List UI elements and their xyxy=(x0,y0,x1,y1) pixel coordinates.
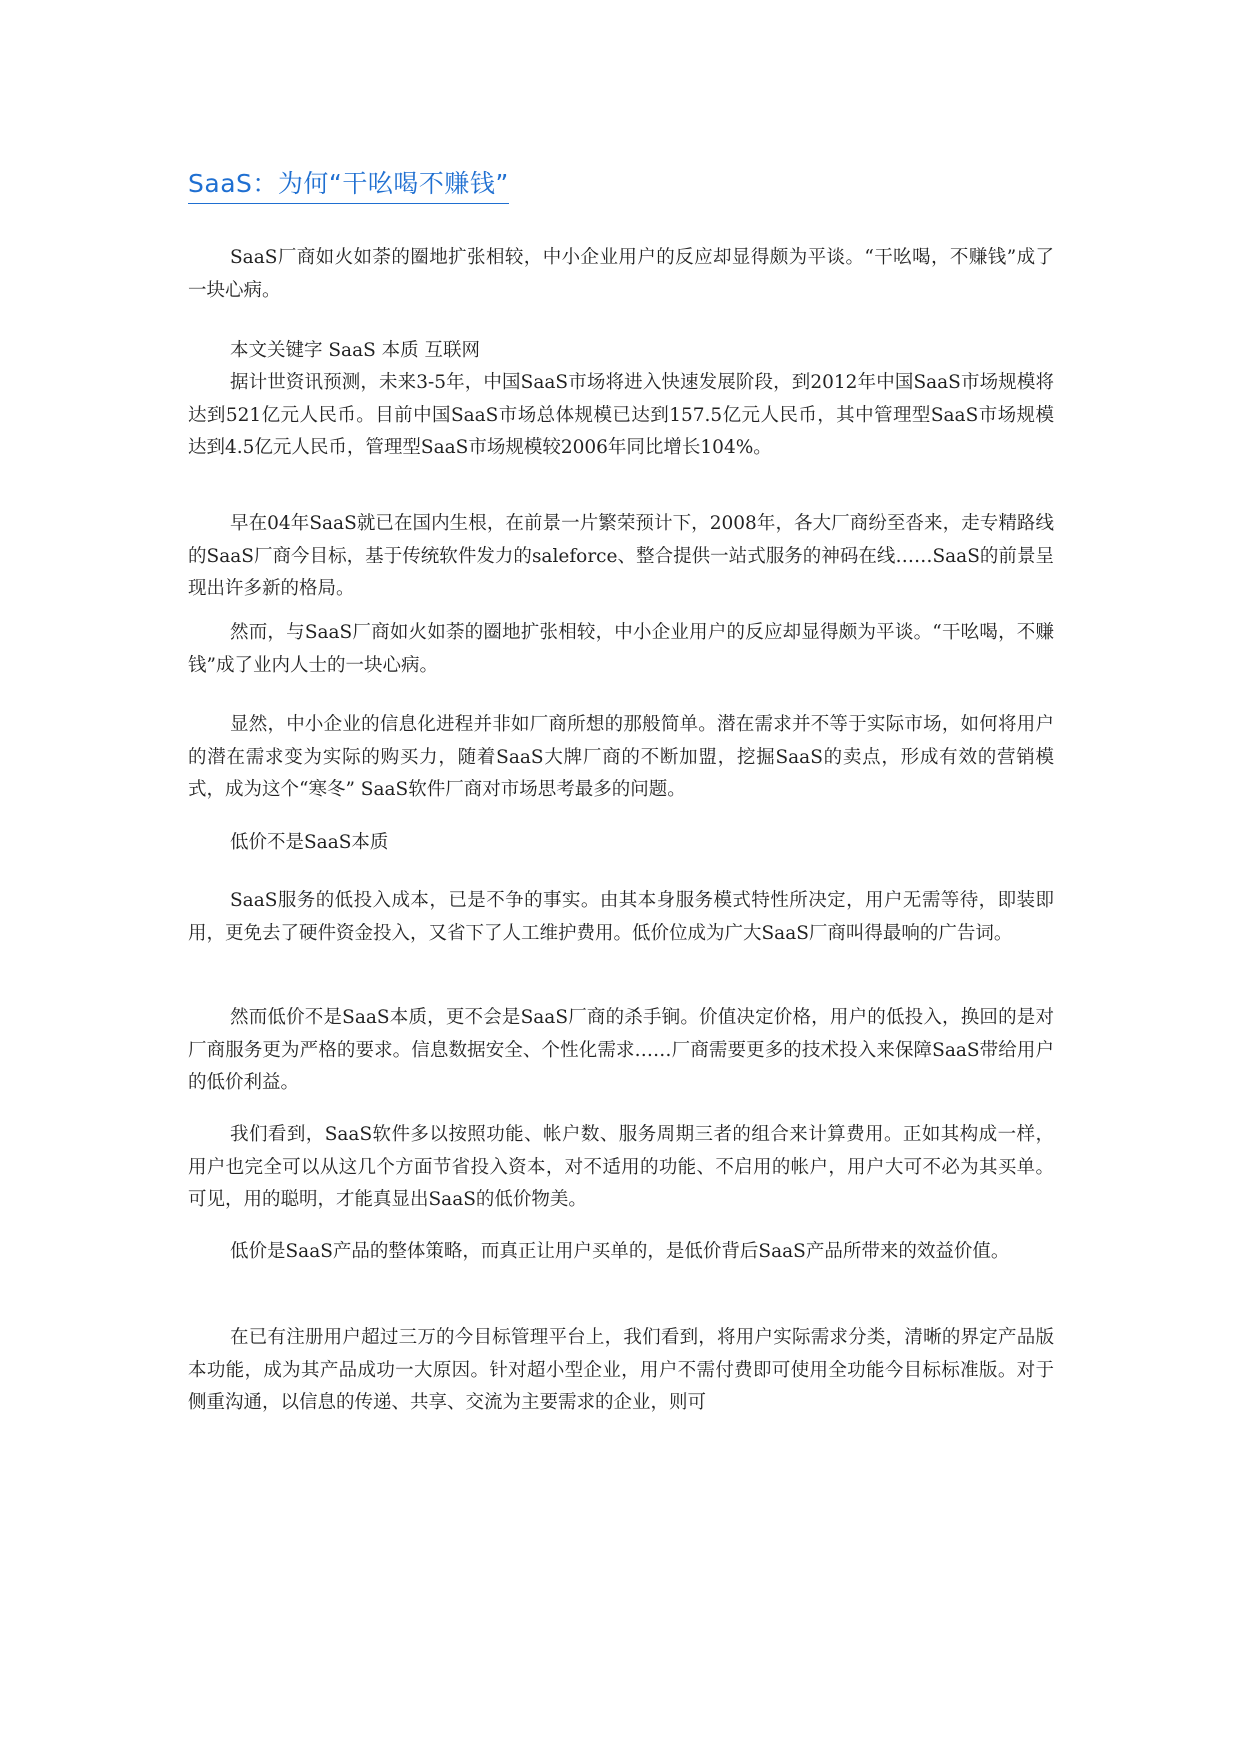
document-title[interactable]: SaaS：为何“干吆喝不赚钱” xyxy=(188,167,509,204)
paragraph-overall-strategy: 低价是SaaS产品的整体策略，而真正让用户买单的，是低价背后SaaS产品所带来的效益价值。 xyxy=(230,1241,1010,1262)
paragraph-user-response: 然而，与SaaS厂商如火如荼的圈地扩张相较，中小企业用户的反应却显得颇为平谈。“干吆喝，不赚钱”成了业内人士的一块心病。 xyxy=(188,622,1054,676)
paragraph-history: 早在04年SaaS就已在国内生根，在前景一片繁荣预计下，2008年，各大厂商纷至沓来，走专精路线的SaaS厂商今目标，基于传统软件发力的saleforce、整合提供一站式服务的神码在线……SaaS的前景呈现出许多新的格局。 xyxy=(188,513,1054,599)
paragraph-pricing-model: 我们看到，SaaS软件多以按照功能、帐户数、服务周期三者的组合来计算费用。正如其构成一样，用户也完全可以从这几个方面节省投入资本，对不适用的功能、不启用的帐户，用户大可不必为其买单。可见，用的聪明，才能真显出SaaS的低价物美。 xyxy=(188,1124,1054,1210)
paragraph-low-cost: SaaS服务的低投入成本，已是不争的事实。由其本身服务模式特性所决定，用户无需等待，即装即用，更免去了硬件资金投入，又省下了人工维护费用。低价位成为广大SaaS厂商叫得最响的广告词。 xyxy=(188,890,1054,944)
section-subheading: 低价不是SaaS本质 xyxy=(230,832,389,853)
paragraph-value-price: 然而低价不是SaaS本质，更不会是SaaS厂商的杀手锏。价值决定价格，用户的低投入，换回的是对厂商服务更为严格的要求。信息数据安全、个性化需求……厂商需要更多的技术投入来保障SaaS带给用户的低价利益。 xyxy=(188,1007,1054,1093)
keywords-line: 本文关键字 SaaS 本质 互联网 xyxy=(230,340,481,361)
intro-paragraph: SaaS厂商如火如荼的圈地扩张相较，中小企业用户的反应却显得颇为平谈。“干吆喝，不赚钱”成了一块心病。 xyxy=(188,247,1054,301)
paragraph-market-forecast: 据计世资讯预测，未来3-5年，中国SaaS市场将进入快速发展阶段，到2012年中国SaaS市场规模将达到521亿元人民币。目前中国SaaS市场总体规模已达到157.5亿元人民币，其中管理型SaaS市场规模达到4.5亿元人民币，管理型SaaS市场规模较2006年同比增长104%。 xyxy=(188,372,1054,458)
paragraph-jinmubiao-case: 在已有注册用户超过三万的今目标管理平台上，我们看到，将用户实际需求分类，清晰的界定产品版本功能，成为其产品成功一大原因。针对超小型企业，用户不需付费即可使用全功能今目标标准版。对于侧重沟通，以信息的传递、共享、交流为主要需求的企业，则可 xyxy=(188,1327,1054,1413)
paragraph-smb-informatization: 显然，中小企业的信息化进程并非如厂商所想的那般简单。潜在需求并不等于实际市场，如何将用户的潜在需求变为实际的购买力，随着SaaS大牌厂商的不断加盟，挖掘SaaS的卖点，形成有效的营销模式，成为这个“寒冬” SaaS软件厂商对市场思考最多的问题。 xyxy=(188,714,1054,800)
